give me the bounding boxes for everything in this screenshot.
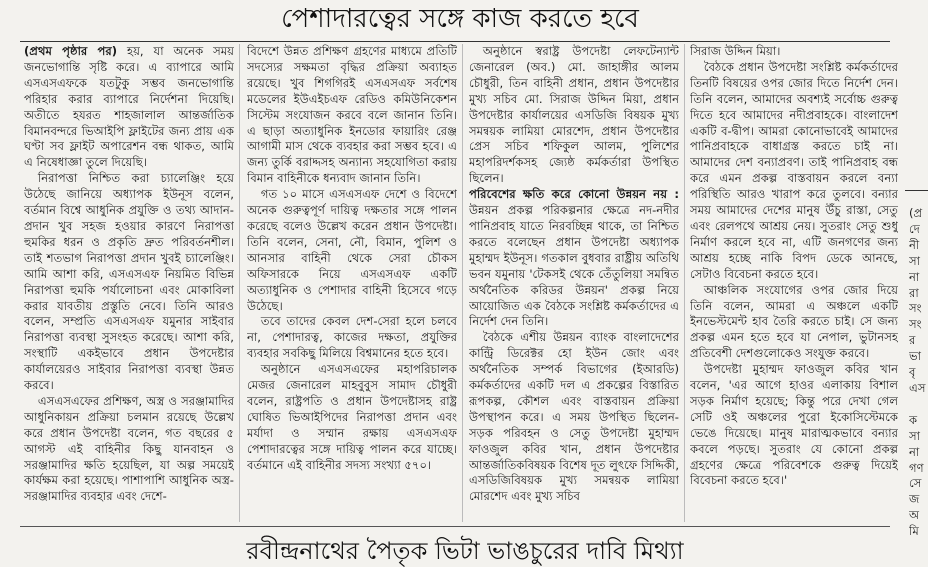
edge-line-8: র xyxy=(909,333,916,348)
column-1-paragraph-1 xyxy=(24,44,234,171)
column-2-paragraph-2: গত ১০ মাসে এসএসএফ দেশে ও বিদেশে অনেক গুরুত্বপূর্ণ দায়িত্ব দক্ষতার সঙ্গে পালন করেছে বলেও উল্লেখ করেন প্রধান উপদেষ্টা। তিনি বলেন, সেনা, নৌ, বিমান, পুলিশ ও আনসার বাহিনী থেকে সেরা চৌকস অফিসারকে নিয়ে এসএসএফ একটি অত্যাধুনিক ও পেশাদার বাহিনী হিসেবে গড়ে উঠেছে। xyxy=(247,187,457,313)
article-column-4 xyxy=(690,44,898,522)
edge-line-20: মি xyxy=(909,524,919,539)
edge-line-0: (প্র xyxy=(909,206,923,220)
bottom-rule xyxy=(20,526,890,527)
edge-line-4: না xyxy=(909,269,920,284)
edge-line-13: ক xyxy=(909,412,918,427)
continuation-label: (প্রথম পৃষ্ঠার পর) xyxy=(24,44,118,58)
column-divider xyxy=(239,44,240,522)
edge-line-7: সং xyxy=(909,317,922,332)
edge-line-10: বৃ xyxy=(909,365,916,380)
edge-line-14: সা xyxy=(909,428,921,443)
article-column-3 xyxy=(469,44,679,522)
subsection-text: উন্নয়ন প্রকল্প পরিকল্পনার ক্ষেত্রে নদ-নদীর পানিপ্রবাহ যাতে নিরবচ্ছিন্ন থাকে, তা নিশ্চিত করতে বলেছেন প্রধান উপদেষ্টা অধ্যাপক মুহাম্মদ ইউনূস। গতকাল বুধবার রাষ্ট্রীয় অতিথি ভবন যমুনায় 'টেকসই থেকে তেঁতুলিয়া সমন্বিত অর্থনৈতিক করিডর উন্নয়ন' প্রকল্প নিয়ে আয়োজিত এক বৈঠকে সংশ্লিষ্ট কর্মকর্তাদের এ নির্দেশ দেন তিনি। xyxy=(469,203,679,329)
column-1-text-1: হয়, যা অনেক সময় জনভোগান্তি সৃষ্টি করে। এ ব্যাপারে আমি এসএসএফকে যতটুকু সম্ভব জনভোগান্তি পরিহার করার ব্যাপারে নির্দেশনা দিয়েছি। অতীতে হযরত শাহজালাল আন্তর্জাতিক বিমানবন্দরে ভিআইপি ফ্লাইটের জন্য প্রায় এক ঘণ্টা সব ফ্লাইট অপারেশন বন্ধ থাকত, আমি এ নিষেধাজ্ঞা তুলে দিয়েছি। xyxy=(24,44,234,170)
headline-rule xyxy=(20,41,890,42)
column-3-paragraph-3: বৈঠকে এশীয় উন্নয়ন ব্যাংক বাংলাদেশের কান্ট্রি ডিরেক্টর হো ইউন জোং এবং অর্থনৈতিক সম্পর্ক বিভাগের (ইআরডি) কর্মকর্তাদের একটি দল এ প্রকল্পের বিস্তারিত রূপকল্প, কৌশল এবং বাস্তবায়ন প্রক্রিয়া উপস্থাপন করে। এ সময় উপস্থিত ছিলেন- সড়ক পরিবহন ও সেতু উপদেষ্টা মুহাম্মদ ফাওজুল কবির খান, প্রধান উপদেষ্টার আন্তর্জাতিকবিষয়ক বিশেষ দূত লুৎফে সিদ্দিকী, এসডিজিবিষয়ক মুখ্য সমন্বয়ক লামিয়া মোরশেদ এবং মুখ্য সচিব xyxy=(469,330,679,504)
edge-line-18: জ xyxy=(909,492,920,507)
edge-line-9: ভা xyxy=(909,349,922,364)
column-4-paragraph-2: বৈঠকে প্রধান উপদেষ্টা সংশ্লিষ্ট কর্মকর্তাদের তিনটি বিষয়ের ওপর জোর দিতে নির্দেশ দেন। তিনি বলেন, আমাদের অবশ্যই সর্বোচ্চ গুরুত্ব দিতে হবে আমাদের নদীপ্রবাহকে। বাংলাদেশ একটি ব-দ্বীপ। আমরা কোনোভাবেই আমাদের পানিপ্রবাহকে বাধাগ্রস্ত করতে চাই না। আমাদের দেশ বন্যাপ্রবণ। তাই পানিপ্রবাহ বন্ধ করে এমন প্রকল্প বাস্তবায়ন করলে বন্যা পরিস্থিতি আরও খারাপ করে তুলবে। বন্যার সময় আমাদের দেশের মানুষ উঁচু রাস্তা, সেতু এবং রেলপথে আশ্রয় নেয়। সুতরাং সেতু শুধু নির্মাণ করলে হবে না, এটি জনগণের জন্য আশ্রয় হচ্ছে নাকি বিপদ ডেকে আনছে, সেটাও বিবেচনা করতে হবে। xyxy=(690,59,898,281)
column-2-paragraph-1: বিদেশে উন্নত প্রশিক্ষণ গ্রহণের মাধ্যমে প্রতিটি সদস্যের সক্ষমতা বৃদ্ধির প্রক্রিয়া অব্যাহত রয়েছে। খুব শিগগিরই এসএসএফ সর্বশেষ মডেলের ইউএইচএফ রেডিও কমিউনিকেশন সিস্টেম সংযোজন করবে বলে জানান তিনি। এ ছাড়া অত্যাধুনিক ইনডোর ফায়ারিং রেঞ্জ আগামী মাস থেকে ব্যবহার করা সম্ভব হবে। এ জন্য তুর্কি বরাদ্দসহ অন্যান্য সহযোগিতা করায় বিমান বাহিনীকে ধন্যবাদ জানান তিনি। xyxy=(247,44,457,186)
article-headline: পেশাদারত্বের সঙ্গে কাজ করতে হবে xyxy=(281,4,639,34)
article-column-1 xyxy=(24,44,234,522)
column-1-paragraph-3: এসএসএফের প্রশিক্ষণ, অস্ত্র ও সরঞ্জামাদির আধুনিকায়ন প্রক্রিয়া চলমান রয়েছে উল্লেখ করে প্রধান উপদেষ্টা বলেন, গত বছরের ৫ আগস্ট এই বাহিনীর কিছু যানবাহন ও সরঞ্জামাদির ক্ষতি হয়েছিল, যা অল্প সময়েই কার্যক্ষম করা হয়েছে। পাশাপাশি আধুনিক অস্ত্র-সরঞ্জামাদির ব্যবহার এবং দেশে- xyxy=(24,393,234,504)
edge-line-15: না xyxy=(909,444,920,459)
column-2-paragraph-4: অনুষ্ঠানে এসএসএফের মহাপরিচালক মেজর জেনারেল মাহবুবুস সামাদ চৌধুরী বলেন, রাষ্ট্রপতি ও প্রধান উপদেষ্টাসহ রাষ্ট্র ঘোষিত ভিআইপিদের নিরাপত্তা প্রদান এবং মর্যাদা ও সম্মান রক্ষায় এসএসএফ পেশাদারত্বের সঙ্গে দায়িত্ব পালন করে যাচ্ছে। বর্তমানে এই বাহিনীর সদস্য সংখ্যা ৫৭০। xyxy=(247,362,457,472)
next-article-headline: রবীন্দ্রনাথের পৈতৃক ভিটা ভাঙচুরের দাবি মিথ্যা xyxy=(246,537,684,565)
subsection-heading: পরিবেশের ক্ষতি করে কোনো উন্নয়ন নয় : xyxy=(469,187,679,202)
edge-line-2: নী xyxy=(909,237,920,252)
column-1-paragraph-2: নিরাপত্তা নিশ্চিত করা চ্যালেঞ্জিং হয়ে উঠেছে জানিয়ে অধ্যাপক ইউনূস বলেন, বর্তমান বিশ্বে আধুনিক প্রযুক্তি ও তথ্য আদান-প্রদান খুব সহজ হওয়ার কারণে নিরাপত্তা হুমকির ধরন ও প্রকৃতি দ্রুত পরিবর্তনশীল। তাই শতভাগ নিরাপত্তা প্রদান খুবই চ্যালেঞ্জিং। আমি আশা করি, এসএসএফ নিয়মিত বিভিন্ন নিরাপত্তা হুমকি পর্যালোচনা এবং মোকাবিলা করার যাবতীয় প্রস্তুতি নেবে। তিনি আরও বলেন, সম্প্রতি এসএসএফ যমুনার সাইবার নিরাপত্তা ব্যবস্থা সুসংহত করেছে। আশা করি, সংস্থাটি একইভাবে প্রধান উপদেষ্টার কার্যালয়েরও সাইবার নিরাপত্তা ব্যবস্থা উন্নত করবে। xyxy=(24,171,234,393)
column-divider xyxy=(684,44,685,522)
adjacent-article-rule xyxy=(905,190,928,191)
column-4-paragraph-3: আঞ্চলিক সংযোগের ওপর জোর দিয়ে তিনি বলেন, আমরা এ অঞ্চলে একটি ইনভেস্টমেন্ট হাব তৈরি করতে চাই। সে জন্য প্রকল্প এমন হতে হবে যা নেপাল, ভুটানসহ প্রতিবেশী দেশগুলোকেও সংযুক্ত করবে। xyxy=(690,282,898,361)
column-divider xyxy=(462,44,463,522)
edge-line-19: অ xyxy=(909,508,920,523)
edge-line-16: গণ xyxy=(909,460,924,475)
edge-line-17: সে xyxy=(909,476,922,491)
edge-line-1: দে xyxy=(909,221,920,236)
edge-line-3: সা xyxy=(909,253,921,268)
edge-line-12 xyxy=(909,397,928,413)
edge-line-6: সং xyxy=(909,301,922,316)
edge-line-11: এস xyxy=(909,380,926,395)
column-4-paragraph-1: সিরাজ উদ্দিন মিয়া। xyxy=(690,44,781,58)
column-4-paragraph-4: উপদেষ্টা মুহাম্মদ ফাওজুল কবির খান বলেন, 'এর আগে হাওর এলাকায় বিশাল সড়ক নির্মাণ হয়েছে; কিন্তু পরে দেখা গেল সেটি ওই অঞ্চলের পুরো ইকোসিস্টেমকে ভেঙে দিয়েছে। মানুষ মারাত্মকভাবে বন্যার কবলে পড়ছে। সুতরাং যে কোনো প্রকল্প গ্রহণের ক্ষেত্রে পরিবেশকে গুরুত্ব দিয়েই বিবেচনা করতে হবে।' xyxy=(690,362,898,488)
article-column-2 xyxy=(247,44,457,522)
adjacent-article-fragment xyxy=(909,206,928,566)
column-2-paragraph-3: তবে তাদের কেবল দেশ-সেরা হলে চলবে না, পেশাদারত্ব, কাজের দক্ষতা, প্রযুক্তির ব্যবহার সবকিছু মিলিয়ে বিশ্বমানের হতে হবে। xyxy=(247,314,457,361)
column-3-paragraph-1: অনুষ্ঠানে স্বরাষ্ট্র উপদেষ্টা লেফটেন্যান্ট জেনারেল (অব.) মো. জাহাঙ্গীর আলম চৌধুরী, তিন বাহিনী প্রধান, প্রধান উপদেষ্টার মুখ্য সচিব মো. সিরাজ উদ্দিন মিয়া, প্রধান উপদেষ্টার কার্যালয়ের এসডিজি বিষয়ক মুখ্য সমন্বয়ক লামিয়া মোরশেদ, প্রধান উপদেষ্টার প্রেস সচিব শফিকুল আলম, পুলিশের মহাপরিদর্শকসহ জ্যেষ্ঠ কর্মকর্তারা উপস্থিত ছিলেন। xyxy=(469,44,679,186)
edge-line-5: রা xyxy=(909,285,919,300)
column-3-subsection xyxy=(469,187,679,330)
